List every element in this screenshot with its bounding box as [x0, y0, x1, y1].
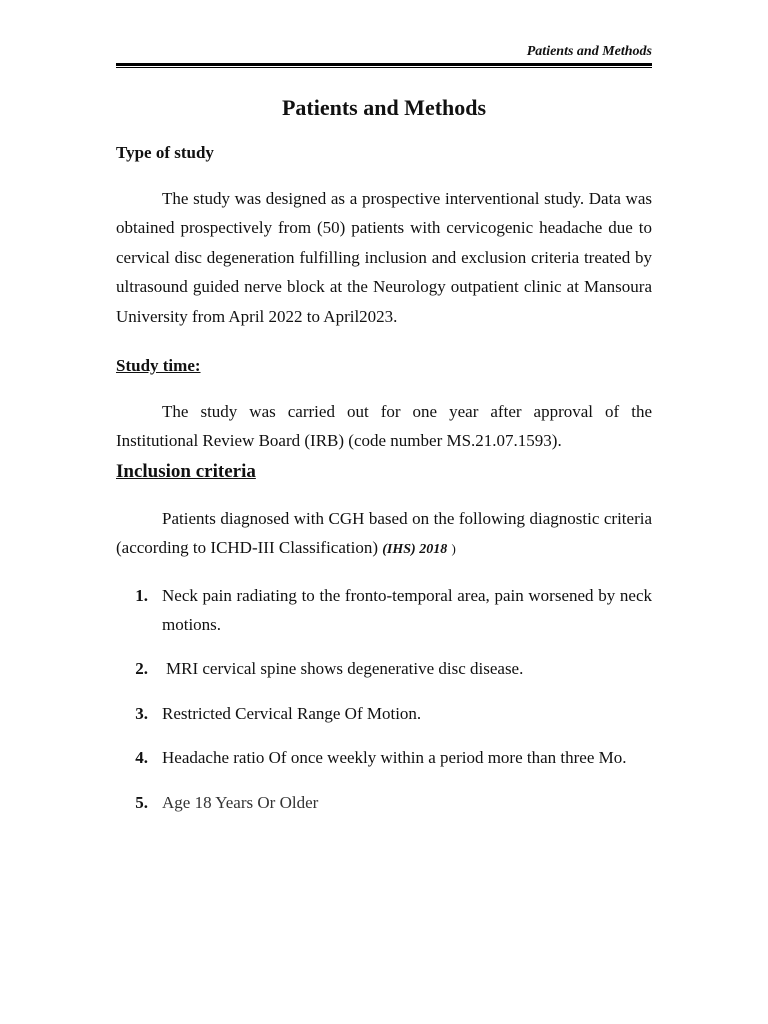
list-item-text: Neck pain radiating to the fronto-temporal area, pain worsened by neck motions.	[162, 585, 652, 635]
inclusion-criteria-heading: Inclusion criteria	[116, 460, 256, 482]
inclusion-intro-close: )	[451, 541, 456, 557]
inclusion-intro-text: Patients diagnosed with CGH based on the following diagnostic criteria (according to ICHD-III Classification)	[116, 508, 652, 558]
inclusion-criteria-list	[116, 581, 652, 817]
list-item-number: 3.	[135, 703, 148, 723]
document-page	[116, 0, 652, 832]
study-time-heading: Study time:	[116, 356, 201, 376]
list-item-text: Age 18 Years Or Older	[162, 792, 319, 812]
list-item	[116, 581, 652, 640]
list-item	[116, 743, 652, 772]
type-of-study-heading: Type of study	[116, 143, 214, 162]
inclusion-intro-reference: (IHS) 2018	[382, 542, 448, 558]
list-item	[116, 654, 652, 683]
study-time-paragraph: The study was carried out for one year after approval of the Institutional Review Board (IRB) (code number MS.21.07.1593).	[116, 402, 652, 451]
inclusion-intro-paragraph	[116, 504, 652, 565]
running-header: Patients and Methods	[526, 44, 652, 59]
list-item-number: 2.	[135, 659, 148, 679]
list-item-number: 5.	[135, 792, 148, 812]
list-item-number: 4.	[135, 748, 148, 768]
list-item	[116, 788, 652, 817]
list-item-text: MRI cervical spine shows degenerative disc disease.	[166, 659, 524, 679]
page-title: Patients and Methods	[281, 95, 487, 120]
list-item-text: Restricted Cervical Range Of Motion.	[162, 703, 422, 723]
list-item-text: Headache ratio Of once weekly within a period more than three Mo.	[162, 748, 627, 768]
type-of-study-paragraph: The study was designed as a prospective interventional study. Data was obtained prospectively from (50) patients with cervicogenic headache due to cervical disc degeneration fulfilling inclusion and exclusion criteria treated by ultrasound guided nerve block at the Neurology outpatient clinic at Mansoura University from April 2022 to April2023.	[116, 189, 652, 326]
list-item-number: 1.	[135, 585, 148, 605]
header-rule-thin	[116, 67, 652, 68]
list-item	[116, 699, 652, 728]
header-rule-thick	[116, 63, 652, 66]
